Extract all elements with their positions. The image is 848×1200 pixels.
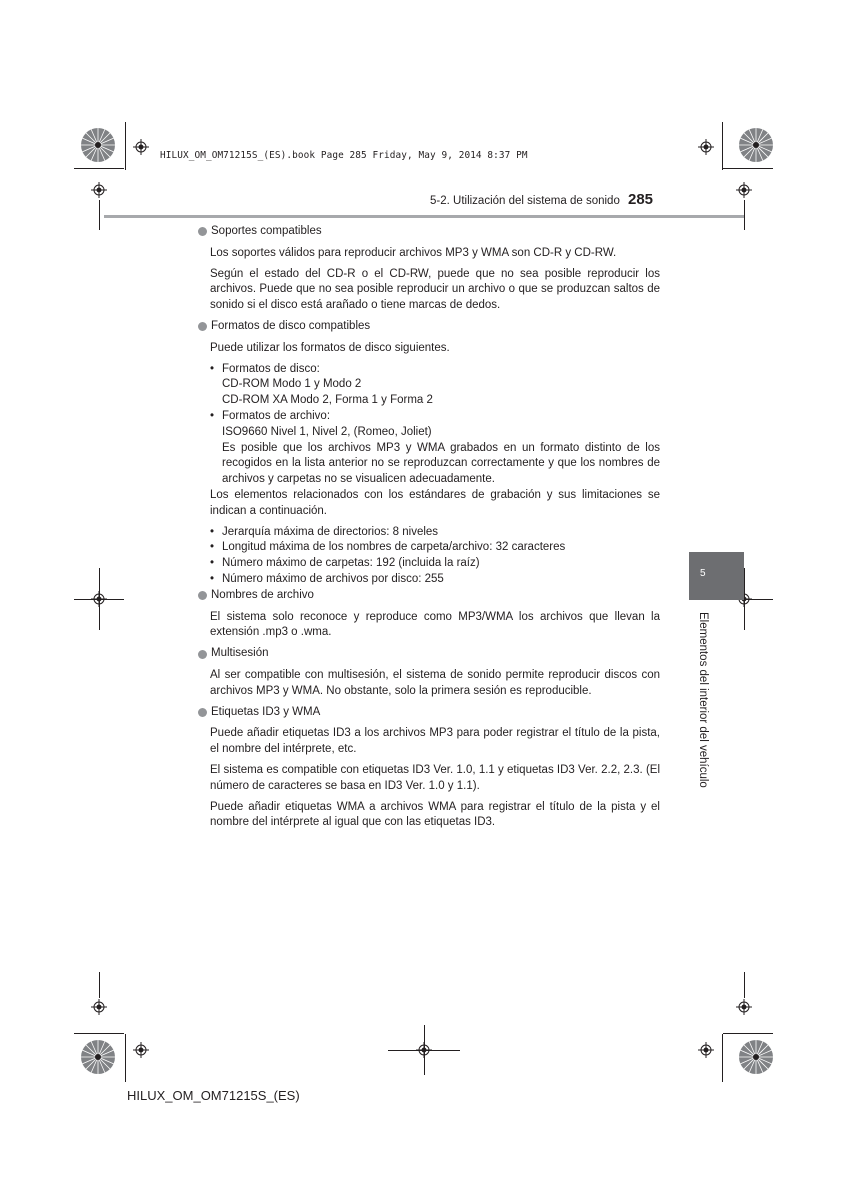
crop-line bbox=[744, 200, 745, 230]
section-heading bbox=[198, 319, 660, 335]
paragraph: Al ser compatible con multisesión, el sistema de sonido permite reproducir discos con archivos MP3 y WMA. No obstante, solo la primera sesión es reproducible. bbox=[210, 668, 660, 697]
list-item-text: Número máximo de archivos por disco: 255 bbox=[222, 572, 444, 585]
list-item-line: CD-ROM XA Modo 2, Forma 1 y Forma 2 bbox=[222, 394, 433, 407]
registration-mark-icon bbox=[698, 1042, 714, 1058]
bullet-icon: • bbox=[210, 557, 215, 570]
registration-mark-icon bbox=[91, 999, 107, 1015]
chapter-label: Elementos del interior del vehículo bbox=[697, 612, 709, 788]
section-title: 5-2. Utilización del sistema de sonido bbox=[430, 195, 620, 207]
color-wheel-icon bbox=[738, 127, 774, 163]
crop-line bbox=[722, 1034, 723, 1082]
paragraph: El sistema es compatible con etiquetas ID3 Ver. 1.0, 1.1 y etiquetas ID3 Ver. 2.2, 2.3. (El número de caracteres se basa en ID3 Ver. 1.0 y 1.1). bbox=[210, 763, 660, 792]
registration-mark-icon bbox=[698, 139, 714, 155]
list-item-title: Formatos de disco: bbox=[222, 362, 320, 375]
list-item-text: Longitud máxima de los nombres de carpeta/archivo: 32 caracteres bbox=[222, 541, 566, 554]
limits-list bbox=[210, 525, 660, 588]
heading-text: Soportes compatibles bbox=[211, 225, 322, 237]
section-heading bbox=[198, 588, 660, 604]
registration-mark-icon bbox=[133, 139, 149, 155]
color-wheel-icon bbox=[80, 1039, 116, 1075]
crop-line bbox=[74, 599, 124, 600]
list-item-text: Número máximo de carpetas: 192 (incluida la raíz) bbox=[222, 557, 480, 570]
paragraph: Puede utilizar los formatos de disco siguientes. bbox=[210, 341, 450, 354]
crop-line bbox=[723, 1033, 773, 1034]
list-item bbox=[210, 572, 660, 588]
bullet-icon: • bbox=[210, 525, 215, 538]
registration-mark-icon bbox=[91, 182, 107, 198]
chapter-number: 5 bbox=[700, 568, 706, 579]
page-number: 285 bbox=[628, 191, 654, 208]
list-item bbox=[210, 409, 660, 488]
bullet-dot-icon bbox=[198, 322, 207, 331]
heading-text: Formatos de disco compatibles bbox=[211, 319, 371, 332]
crop-line bbox=[74, 168, 124, 169]
crop-line bbox=[125, 1034, 126, 1082]
bullet-icon: • bbox=[210, 572, 215, 585]
list-item bbox=[210, 362, 660, 409]
list-item-line: ISO9660 Nivel 1, Nivel 2, (Romeo, Joliet) bbox=[222, 425, 432, 438]
registration-mark-icon bbox=[736, 999, 752, 1015]
heading-text: Etiquetas ID3 y WMA bbox=[211, 705, 321, 718]
color-wheel-icon bbox=[80, 127, 116, 163]
section-heading bbox=[198, 705, 660, 721]
list-item bbox=[210, 525, 660, 541]
document-code: HILUX_OM_OM71215S_(ES) bbox=[127, 1088, 300, 1103]
color-wheel-icon bbox=[738, 1039, 774, 1075]
section-heading bbox=[198, 646, 660, 662]
paragraph: Puede añadir etiquetas ID3 a los archivos MP3 para poder registrar el título de la pista, el nombre del intérprete, etc. bbox=[210, 727, 660, 756]
heading-text: Nombres de archivo bbox=[211, 588, 314, 601]
bullet-dot-icon bbox=[198, 591, 207, 600]
format-list bbox=[210, 362, 660, 488]
paragraph: Según el estado del CD-R o el CD-RW, puede que no sea posible reproducir los archivos. Puede que no sea posible reproducir un archivo o que se produzcan saltos de sonido si el disco está arañado o tiene marcas de dedos. bbox=[210, 267, 660, 312]
heading-text: Multisesión bbox=[211, 647, 269, 660]
bullet-dot-icon bbox=[198, 227, 207, 236]
bullet-dot-icon bbox=[198, 708, 207, 717]
crop-line bbox=[99, 200, 100, 230]
list-item-line: Es posible que los archivos MP3 y WMA grabados en un formato distinto de los recogidos en la lista anterior no se reproduzcan correctamente y que los nombres de archivos y carpetas no se visualicen adecuadamente. bbox=[222, 441, 660, 486]
list-item-title: Formatos de archivo: bbox=[222, 409, 331, 422]
page-content bbox=[198, 224, 660, 831]
list-item-line: CD-ROM Modo 1 y Modo 2 bbox=[222, 378, 362, 391]
header-rule bbox=[104, 215, 744, 218]
paragraph: Los soportes válidos para reproducir archivos MP3 y WMA son CD-R y CD-RW. bbox=[210, 246, 617, 259]
paragraph: Puede añadir etiquetas WMA a archivos WMA para registrar el título de la pista y el nombre del intérprete al igual que con las etiquetas ID3. bbox=[210, 800, 660, 829]
paragraph: Los elementos relacionados con los estándares de grabación y sus limitaciones se indican a continuación. bbox=[210, 488, 660, 517]
crop-line bbox=[99, 972, 100, 998]
bullet-icon: • bbox=[210, 541, 215, 554]
bullet-icon: • bbox=[210, 409, 215, 422]
bullet-icon: • bbox=[210, 362, 215, 375]
bullet-dot-icon bbox=[198, 650, 207, 659]
registration-mark-icon bbox=[133, 1042, 149, 1058]
registration-mark-icon bbox=[736, 182, 752, 198]
paragraph: El sistema solo reconoce y reproduce como MP3/WMA los archivos que llevan la extensión .mp3 o .wma. bbox=[210, 610, 660, 639]
crop-line bbox=[723, 168, 773, 169]
crop-line bbox=[424, 1025, 425, 1075]
chapter-tab bbox=[689, 552, 744, 600]
crop-line bbox=[744, 972, 745, 998]
list-item bbox=[210, 540, 660, 556]
crop-line bbox=[125, 122, 126, 170]
list-item-text: Jerarquía máxima de directorios: 8 niveles bbox=[222, 525, 439, 538]
crop-line bbox=[74, 1033, 124, 1034]
crop-line bbox=[722, 122, 723, 170]
list-item bbox=[210, 556, 660, 572]
section-heading bbox=[198, 224, 660, 240]
print-slug: HILUX_OM_OM71215S_(ES).book Page 285 Friday, May 9, 2014 8:37 PM bbox=[160, 150, 528, 161]
